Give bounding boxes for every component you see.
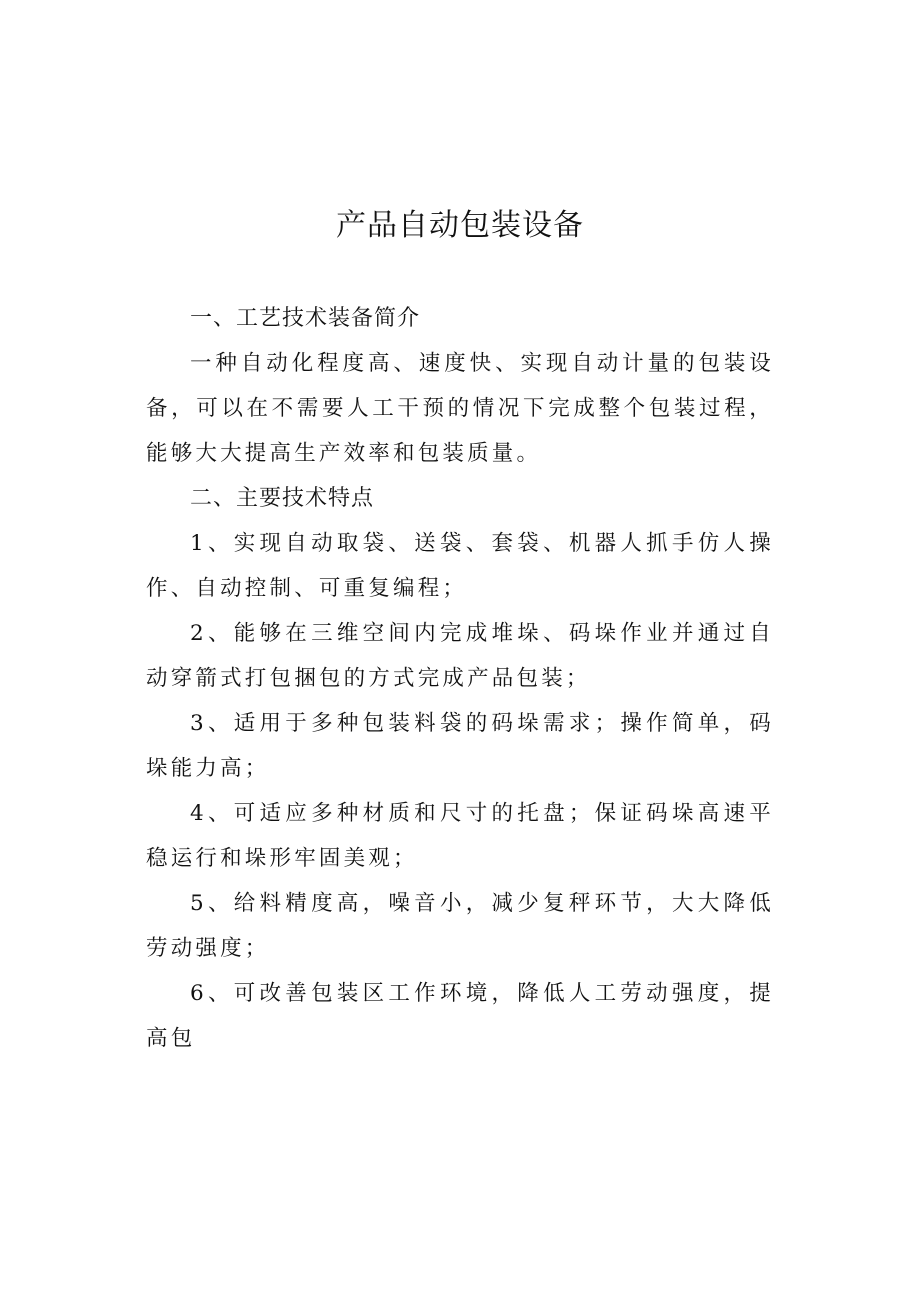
feature-item-1: 1、实现自动取袋、送袋、套袋、机器人抓手仿人操作、自动控制、可重复编程；: [146, 531, 774, 601]
feature-item-2: 2、能够在三维空间内完成堆垛、码垛作业并通过自动穿箭式打包捆包的方式完成产品包装；: [146, 621, 774, 691]
feature-item-3: 3、适用于多种包装料袋的码垛需求；操作简单，码垛能力高；: [146, 711, 774, 781]
section-heading-features: 二、主要技术特点: [190, 486, 375, 511]
feature-item-5: 5、给料精度高，噪音小，减少复秤环节，大大降低劳动强度；: [146, 891, 774, 961]
document-body: [146, 296, 774, 1061]
intro-paragraph: 一种自动化程度高、速度快、实现自动计量的包装设备，可以在不需要人工干预的情况下完成整个包装过程，能够大大提高生产效率和包装质量。: [146, 351, 774, 466]
feature-item-4: 4、可适应多种材质和尺寸的托盘；保证码垛高速平稳运行和垛形牢固美观；: [146, 801, 774, 871]
document-title: 产品自动包装设备: [336, 208, 584, 243]
feature-item-6: 6、可改善包装区工作环境，降低人工劳动强度，提高包: [146, 981, 774, 1051]
section-heading-intro: 一、工艺技术装备简介: [190, 306, 421, 331]
